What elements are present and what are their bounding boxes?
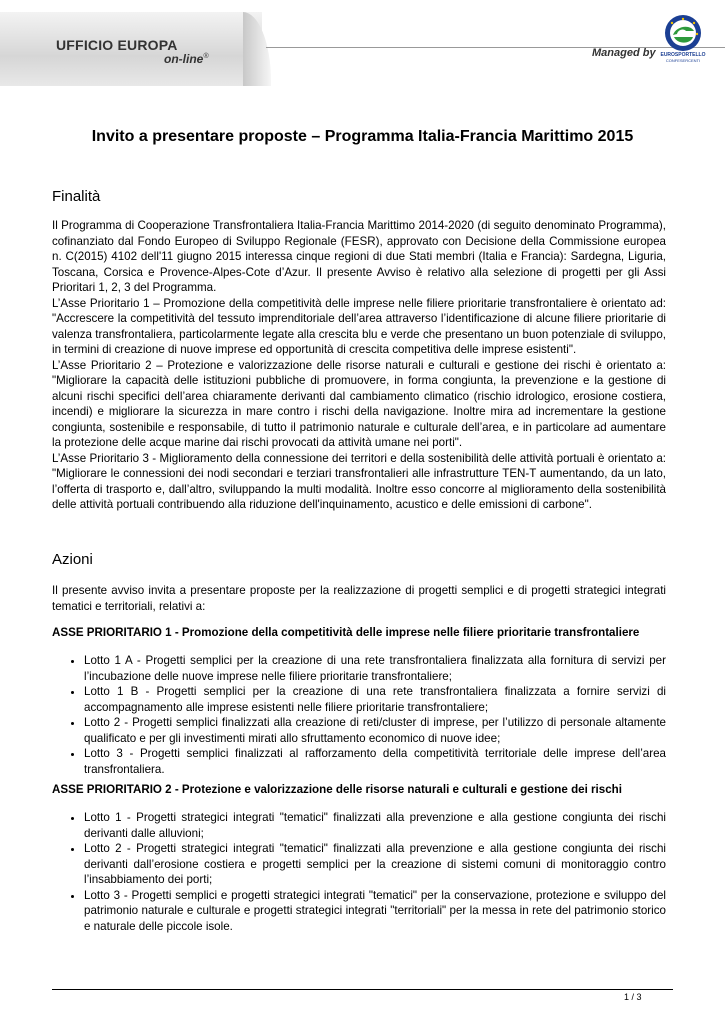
badge-caption: EUROSPORTELLO — [660, 52, 706, 58]
registered-mark: ® — [203, 53, 209, 60]
list-item: • Lotto 2 - Progetti strategici integrati "tematici" finalizzati alla prevenzione e alla gestione congiunta dei rischi derivanti dall’erosione costiera e progetti semplici per la creazione di sistemi comuni di monitoraggio contro l’insabbiamento dei porti; — [84, 841, 666, 888]
managed-by-label: Managed by — [592, 47, 656, 59]
list-item: • Lotto 1 - Progetti strategici integrati "tematici" finalizzati alla prevenzione e alla gestione congiunta dei rischi derivanti dalle alluvioni; — [84, 810, 666, 841]
footer-rule — [52, 989, 673, 990]
eurosportello-logo-icon — [664, 14, 702, 52]
logo-curve-decoration — [243, 12, 271, 86]
asse-1-title: ASSE PRIORITARIO 1 - Promozione della competitività delle imprese nelle filiere prioritarie transfrontaliere — [52, 626, 640, 639]
list-item: • Lotto 3 - Progetti semplici finalizzati al rafforzamento della competitività territoriale delle imprese dell’area transfrontaliera. — [84, 746, 666, 777]
azioni-heading: Azioni — [52, 551, 93, 568]
logo-subtitle — [164, 52, 209, 66]
page-header — [0, 0, 725, 92]
logo-subtitle-text: on-line — [164, 52, 204, 66]
list-item: • Lotto 1 B - Progetti semplici per la creazione di una rete transfrontaliera finalizzata a fornire servizi di accompagnamento alle imprese esistenti nelle filiere prioritarie transfrontaliere; — [84, 684, 666, 715]
page-number: 1 / 3 — [624, 992, 642, 1002]
finalita-body — [52, 218, 666, 513]
finalita-paragraph: L’Asse Prioritario 2 – Protezione e valorizzazione delle risorse naturali e culturali e gestione dei rischi è orientato a: "Migliorare la capacità delle istituzioni pubbliche di promuovere, in forma congiunta, la prevenzione e la gestione di alcuni rischi specifici dell’area chiaramente derivanti dal cambiamento climatico (rischio idrologico, erosione costiera, incendi) e migliorare la sicurezza in mare contro i rischi della navigazione. Inoltre mira ad incrementare la gestione congiunta, sostenibile e responsabile, di tutto il patrimonio naturale e culturale dell’area, e in particolare ad aumentare la protezione delle acque marine dai rischi provocati da attività umane nei porti". — [52, 358, 666, 449]
azioni-intro: Il presente avviso invita a presentare proposte per la realizzazione di progetti semplici e di progetti strategici integrati tematici e territoriali, relativi a: — [52, 584, 666, 613]
header-rule — [266, 47, 725, 48]
logo-title: UFFICIO EUROPA — [56, 37, 178, 53]
finalita-paragraph: Il Programma di Cooperazione Transfrontaliera Italia-Francia Marittimo 2014-2020 (di seguito denominato Programma), cofinanziato dal Fondo Europeo di Sviluppo Regionale (FESR), approvato con Decisione della Commissione europea n. C(2015) 4102 dell'11 giugno 2015 interessa cinque regioni di due Stati membri (Italia e Francia): Sardegna, Liguria, Toscana, Corsica e Provence-Alpes-Cote d’Azur. Il presente Avviso è relativo alla selezione di progetti per gli Assi Prioritari 1, 2, 3 del Programma. — [52, 219, 666, 294]
list-item: • Lotto 1 A - Progetti semplici per la creazione di una rete transfrontaliera finalizzata alla fornitura di servizi per l’incubazione delle nuove imprese nelle filiere prioritarie transfrontaliere; — [84, 653, 666, 684]
finalita-paragraph: L’Asse Prioritario 3 - Miglioramento della connessione dei territori e della sostenibilità delle attività portuali è orientato a: "Migliorare le connessioni dei nodi secondari e terziari transfrontalieri alle infrastrutture TEN-T aumentando, da un lato, l’offerta di trasporto e, dall’altro, sviluppando la multi modalità. Inoltre esso concorre al miglioramento della sostenibilità delle attività portuali contribuendo alla riduzione dell'inquinamento, acustico e delle emissioni di carbone". — [52, 451, 666, 511]
document-title: Invito a presentare proposte – Programma Italia-Francia Marittimo 2015 — [91, 128, 634, 145]
list-item: • Lotto 2 - Progetti semplici finalizzati alla creazione di reti/cluster di imprese, per l’utilizzo di personale altamente qualificato e per gli investimenti mirati allo sfruttamento economico di nuove idee; — [84, 715, 666, 746]
asse-2-title: ASSE PRIORITARIO 2 - Protezione e valorizzazione delle risorse naturali e culturali e gestione dei rischi — [52, 783, 622, 796]
finalita-heading: Finalità — [52, 188, 101, 205]
finalita-paragraph: L’Asse Prioritario 1 – Promozione della competitività delle imprese nelle filiere prioritarie transfrontaliere è orientato ad: "Accrescere la competitività del tessuto imprenditoriale dell’area attraverso l’identificazione di alcune filiere prioritarie di valenza transfrontaliera, particolarmente legate alla crescita blu e verde che presentano un buon potenziale di sviluppo, in termini di creazione di nuove imprese ed opportunità di crescita competitiva delle imprese esistenti". — [52, 296, 666, 356]
badge-subcaption: CONFESERCENTI — [665, 58, 701, 63]
asse-1-list — [52, 653, 666, 777]
asse-2-list — [52, 810, 666, 934]
list-item: • Lotto 3 - Progetti semplici e progetti strategici integrati "tematici" per la conservazione, protezione e sviluppo del patrimonio naturale e culturale e progetti strategici integrati "territoriali" per la messa in rete del patrimonio storico e naturale delle piccole isole. — [84, 888, 666, 935]
